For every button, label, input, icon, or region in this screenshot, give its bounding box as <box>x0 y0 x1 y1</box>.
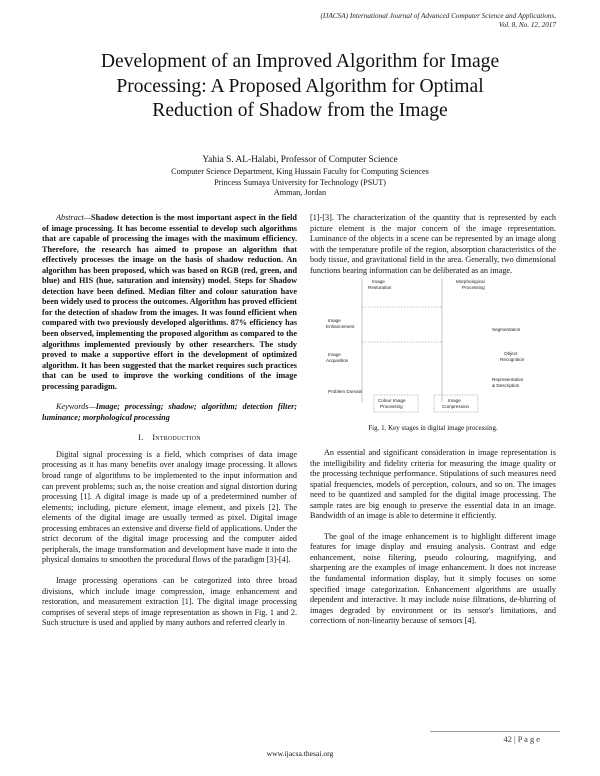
footer-rule <box>430 731 560 732</box>
journal-header <box>196 12 556 30</box>
title-line-3: Reduction of Shadow from the Image <box>152 100 448 121</box>
abstract <box>42 213 297 392</box>
svg-text:ImageRestoration <box>368 279 392 290</box>
right-column-top <box>310 213 556 276</box>
section-title: Introduction <box>152 433 201 443</box>
label-segmentation: Segmentation <box>492 327 521 332</box>
journal-header-line2: Vol. 8, No. 12, 2017 <box>498 21 556 29</box>
author-name: Yahia S. AL-Halabi, Professor of Computer Science <box>202 155 398 165</box>
abstract-lead: Abstract— <box>56 213 92 222</box>
title-line-1: Development of an Improved Algorithm for Image <box>100 51 500 72</box>
label-enhancement-2: Enhancement <box>326 324 355 329</box>
right-paragraph-1: An essential and significant consideration in image representation is the intelligibility and fidelity criteria for measuring the image quality or the processing technique performance. Stipulations of such measures need spatial frequencies, models of perception, colours, and so on. The images need to be quantized and sampled for the digital image processing. The sample rates are big enough to preserve the essential data in an image. Bandwidth of an image is able to determine it efficiently. <box>310 448 556 521</box>
label-representation-2: & Description <box>492 383 520 388</box>
author-city: Amman, Jordan <box>273 188 327 198</box>
title-line-2: Processing: A Proposed Algorithm for Optimal <box>116 75 484 97</box>
author-block <box>60 154 540 199</box>
label-enhancement-1: Image <box>328 318 341 323</box>
label-acquisition-1: Image <box>328 352 341 357</box>
label-colour-2: Processing <box>380 404 403 409</box>
right-paragraph-2: The goal of the image enhancement is to highlight different image features for image display and ensuing analysis. Contrast and edge enhancement, noise filtering, pseudo colouring, magnifying, and sharpening are the examples of image enhancement. It does not increase the fundamental information display, but it simply focuses on some specified image categorization. Enhancement algorithms are usually dependent and interactive. It may include noise filtrations, de-blurring of images degraded by environment or its sensor's limitations, and corrections of non-linearity because of sensors [4]. <box>310 531 556 626</box>
svg-text:ImageAcquisition <box>326 352 349 363</box>
journal-url[interactable]: www.ijacsa.thesai.org <box>266 749 334 758</box>
journal-header-line1: (IJACSA) International Journal of Advanced Computer Science and Applications, <box>320 12 556 20</box>
author-department: Computer Science Department, King Hussain Faculty for Computing Sciences <box>171 167 429 176</box>
label-object-recognition-2: Recognition <box>500 357 525 362</box>
label-representation-1: Representation <box>492 377 524 382</box>
svg-text:ImageEnhancement <box>326 318 355 329</box>
section-heading-introduction <box>42 433 297 444</box>
keywords <box>42 402 297 423</box>
label-colour-1: Colour Image <box>378 398 406 403</box>
paper-title <box>40 50 560 124</box>
label-morphological-2: Processing <box>462 285 485 290</box>
intro-paragraph-2: Image processing operations can be categorized into three broad divisions, which include image compression, image enhancement and restoration, and measurement extraction [1]. The digital image processing comprises of several steps of image representation as shown in Fig. 1 and 2. Such structure is used and applied by many authors and referred clearly in <box>42 575 297 628</box>
svg-text:MorphologicalProcessing <box>456 279 485 290</box>
label-compression-1: Image <box>448 398 461 403</box>
label-object-recognition-1: Object <box>504 351 518 356</box>
svg-text:Representation& Description <box>492 377 524 388</box>
left-column <box>42 213 297 629</box>
label-morphological-1: Morphological <box>456 279 485 284</box>
svg-text:ObjectRecognition <box>500 351 525 362</box>
svg-text:Colour ImageProcessing <box>378 398 406 409</box>
label-compression-2: Compression <box>442 404 470 409</box>
right-column-bottom <box>310 448 556 627</box>
svg-text:ImageCompression <box>442 398 470 409</box>
label-image-restoration-2: Restoration <box>368 285 392 290</box>
keywords-lead: Keywords— <box>56 402 96 412</box>
abstract-text: Shadow detection is the most important aspect in the field of image processing. It has become essential to develop such algorithms that are capable of processing the images with the maximum efficiency. Therefore, the research has aimed to propose an algorithm that effectively processes the image on the basis of shadow reduction. An algorithm has been proposed, which was based on RGB (red, green, and blue) and HIS (hue, saturation and intensity) model. Steps for Shadow detection have been defined. Median filter and colour saturation have been widely used to process the outcomes. Algorithm has proved efficient for the detection of shadow from the images. It was found efficient when compared with two previously developed algorithms. 87% efficiency has been observed, implementing the proposed algorithm as compared to the algorithms implemented previously by other researchers. The study proved to make a supportive effort in the development of optimized algorithm. It has been suggested that the market requires such practices that can be used to improve the working conditions of the image processing paradigm. <box>42 213 297 391</box>
section-number: I. <box>138 433 144 443</box>
intro-paragraph-1: Digital signal processing is a field, which comprises of data image processing as it has many benefits over analogy image processing. It allows broad range of algorithms to be implemented to the input information and can prevent problems; such as, the noise creation and signal distortion during processing [1]. A digital image is made up of a predetermined number of elements; including, picture element, image element, and pixels [2]. The elements of the digital image are usually termed as pixel. Digital image processing embraces an extensive and diverse field of applications. Under the strict decorum of the digital image processing and the computer aided peripherals, the image transformation and development have made it into the physical domains to smoothen the procedural flows of the paradigm [3]-[4]. <box>42 449 297 565</box>
keywords-text: Image; processing; shadow; algorithm; detection filter; luminance; morphological processing <box>42 402 297 422</box>
figure-1-caption: Fig. 1. Key stages in digital image processing. <box>368 424 498 432</box>
right-paragraph-continued: [1]-[3]. The characterization of the quantity that is represented by each picture element is the major concern of the image representation. Luminance of the objects in a scene can be represented by an image along with the temperature profile of the region, absorption characteristics of the body tissue, and gravitational field in the area. Generally, two dimensional functions bearing information can be deliberated as an image. <box>310 213 556 275</box>
label-acquisition-2: Acquisition <box>326 358 349 363</box>
figure-1-diagram <box>324 277 540 417</box>
author-university: Princess Sumaya University for Technology (PSUT) <box>214 177 386 187</box>
label-problem-domain: Problem Domain <box>328 389 363 394</box>
page-number: 42 | P a g e <box>503 735 540 744</box>
label-image-restoration-1: Image <box>372 279 385 284</box>
